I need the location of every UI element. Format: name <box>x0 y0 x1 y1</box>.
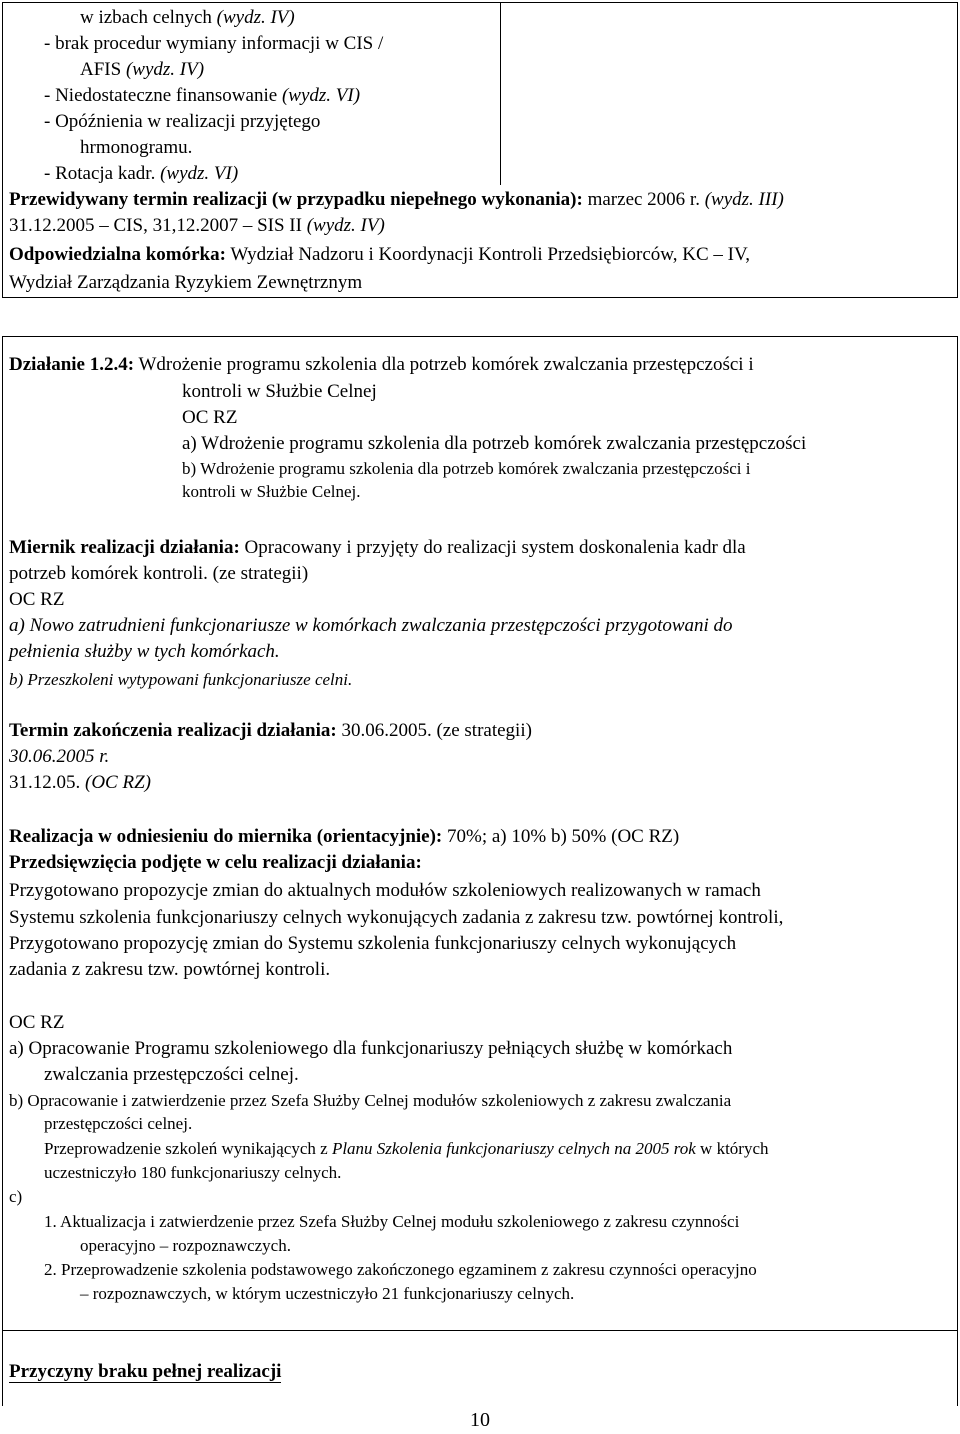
ocrz2-c2-line-1: 2. Przeprowadzenie szkolenia podstawowego zakończonego egzaminem z zakresu czynności operacyjno <box>44 1260 757 1279</box>
ocrz2-a-line-2: zwalczania przestępczości celnej. <box>44 1064 299 1085</box>
top-line-2: - brak procedur wymiany informacji w CIS / <box>44 33 384 54</box>
page-number: 10 <box>470 1409 490 1431</box>
top-line-9: 31.12.2005 – CIS, 31,12.2007 – SIS II (wydz. IV) <box>9 215 385 236</box>
przedsiewziecia-p4: zadania z zakresu tzw. powtórnej kontroli. <box>9 959 331 980</box>
ocrz2-c1-line-2: operacyjno – rozpoznawczych. <box>80 1236 291 1255</box>
termin-date-1: 30.06.2005 r. <box>9 746 110 767</box>
przyczyny-divider <box>2 1330 958 1331</box>
top-line-7: - Rotacja kadr. (wydz. VI) <box>44 163 239 184</box>
ocrz2-c1-line-1: 1. Aktualizacja i zatwierdzenie przez Szefa Służby Celnej modułu szkoleniowego z zakresu czynności <box>44 1212 740 1231</box>
action-item-b: b) Wdrożenie programu szkolenia dla potrzeb komórek zwalczania przestępczości i <box>182 459 751 478</box>
przedsiewziecia-label: Przedsięwzięcia podjęte w celu realizacji działania: <box>9 852 422 873</box>
ocrz2-c2-line-2: – rozpoznawczych, w którym uczestniczyło 21 funkcjonariuszy celnych. <box>80 1284 575 1303</box>
ocrz2-b-line-1: b) Opracowanie i zatwierdzenie przez Szefa Służby Celnej modułów szkoleniowych z zakresu zwalczania <box>9 1091 732 1110</box>
action-title: Działanie 1.2.4: Wdrożenie programu szkolenia dla potrzeb komórek zwalczania przestępczości i <box>9 354 754 375</box>
top-line-3: AFIS (wydz. IV) <box>80 59 205 80</box>
action-ocrz: OC RZ <box>182 407 238 428</box>
termin-line: Termin zakończenia realizacji działania: 30.06.2005. (ze strategii) <box>9 720 532 741</box>
ocrz2-b-line-4: uczestniczyło 180 funkcjonariuszy celnych. <box>44 1163 342 1182</box>
przyczyny-heading: Przyczyny braku pełnej realizacji <box>9 1361 282 1382</box>
top-line-6: hrmonogramu. <box>80 137 193 158</box>
action-item-b-cont: kontroli w Służbie Celnej. <box>182 482 361 501</box>
top-line-11: Wydział Zarządzania Ryzykiem Zewnętrznym <box>9 272 363 293</box>
miernik-a-line-2: pełnienia służby w tych komórkach. <box>9 641 280 662</box>
miernik-b: b) Przeszkoleni wytypowani funkcjonariusze celni. <box>9 670 353 689</box>
ocrz2-b-line-3: Przeprowadzenie szkoleń wynikających z Planu Szkolenia funkcjonariuszy celnych na 2005 rok w których <box>44 1139 769 1158</box>
przedsiewziecia-p1: Przygotowano propozycje zmian do aktualnych modułów szkoleniowych realizowanych w ramach <box>9 880 761 901</box>
top-line-4: - Niedostateczne finansowanie (wydz. VI) <box>44 85 361 106</box>
miernik-ocrz: OC RZ <box>9 589 65 610</box>
miernik-a-line-1: a) Nowo zatrudnieni funkcjonariusze w komórkach zwalczania przestępczości przygotowani do <box>9 615 733 636</box>
termin-date-2: 31.12.05. (OC RZ) <box>9 772 151 793</box>
ocrz2-a-line-1: a) Opracowanie Programu szkoleniowego dla funkcjonariuszy pełniących służbę w komórkach <box>9 1038 733 1059</box>
top-line-8: Przewidywany termin realizacji (w przypadku niepełnego wykonania): marzec 2006 r. (wydz. III) <box>9 189 784 210</box>
ocrz2-label: OC RZ <box>9 1012 65 1033</box>
ocrz2-b-line-2: przestępczości celnej. <box>44 1114 193 1133</box>
top-line-5: - Opóźnienia w realizacji przyjętego <box>44 111 321 132</box>
miernik-line-2: potrzeb komórek kontroli. (ze strategii) <box>9 563 309 584</box>
top-line-10: Odpowiedzialna komórka: Wydział Nadzoru i Koordynacji Kontroli Przedsiębiorców, KC – IV, <box>9 244 751 265</box>
przedsiewziecia-p2: Systemu szkolenia funkcjonariuszy celnych wykonujących zadania z zakresu tzw. powtórnej kontroli, <box>9 907 784 928</box>
miernik-line-1: Miernik realizacji działania: Opracowany i przyjęty do realizacji system doskonalenia kadr dla <box>9 537 746 558</box>
realizacja-line: Realizacja w odniesieniu do miernika (orientacyjnie): 70%; a) 10% b) 50% (OC RZ) <box>9 826 680 847</box>
top-line-1: w izbach celnych (wydz. IV) <box>80 7 295 28</box>
action-item-a: a) Wdrożenie programu szkolenia dla potrzeb komórek zwalczania przestępczości <box>182 433 807 454</box>
action-title-cont: kontroli w Służbie Celnej <box>182 381 377 402</box>
przedsiewziecia-p3: Przygotowano propozycję zmian do Systemu szkolenia funkcjonariuszy celnych wykonujących <box>9 933 737 954</box>
ocrz2-c-label: c) <box>9 1187 23 1206</box>
top-table-divider <box>500 2 501 185</box>
